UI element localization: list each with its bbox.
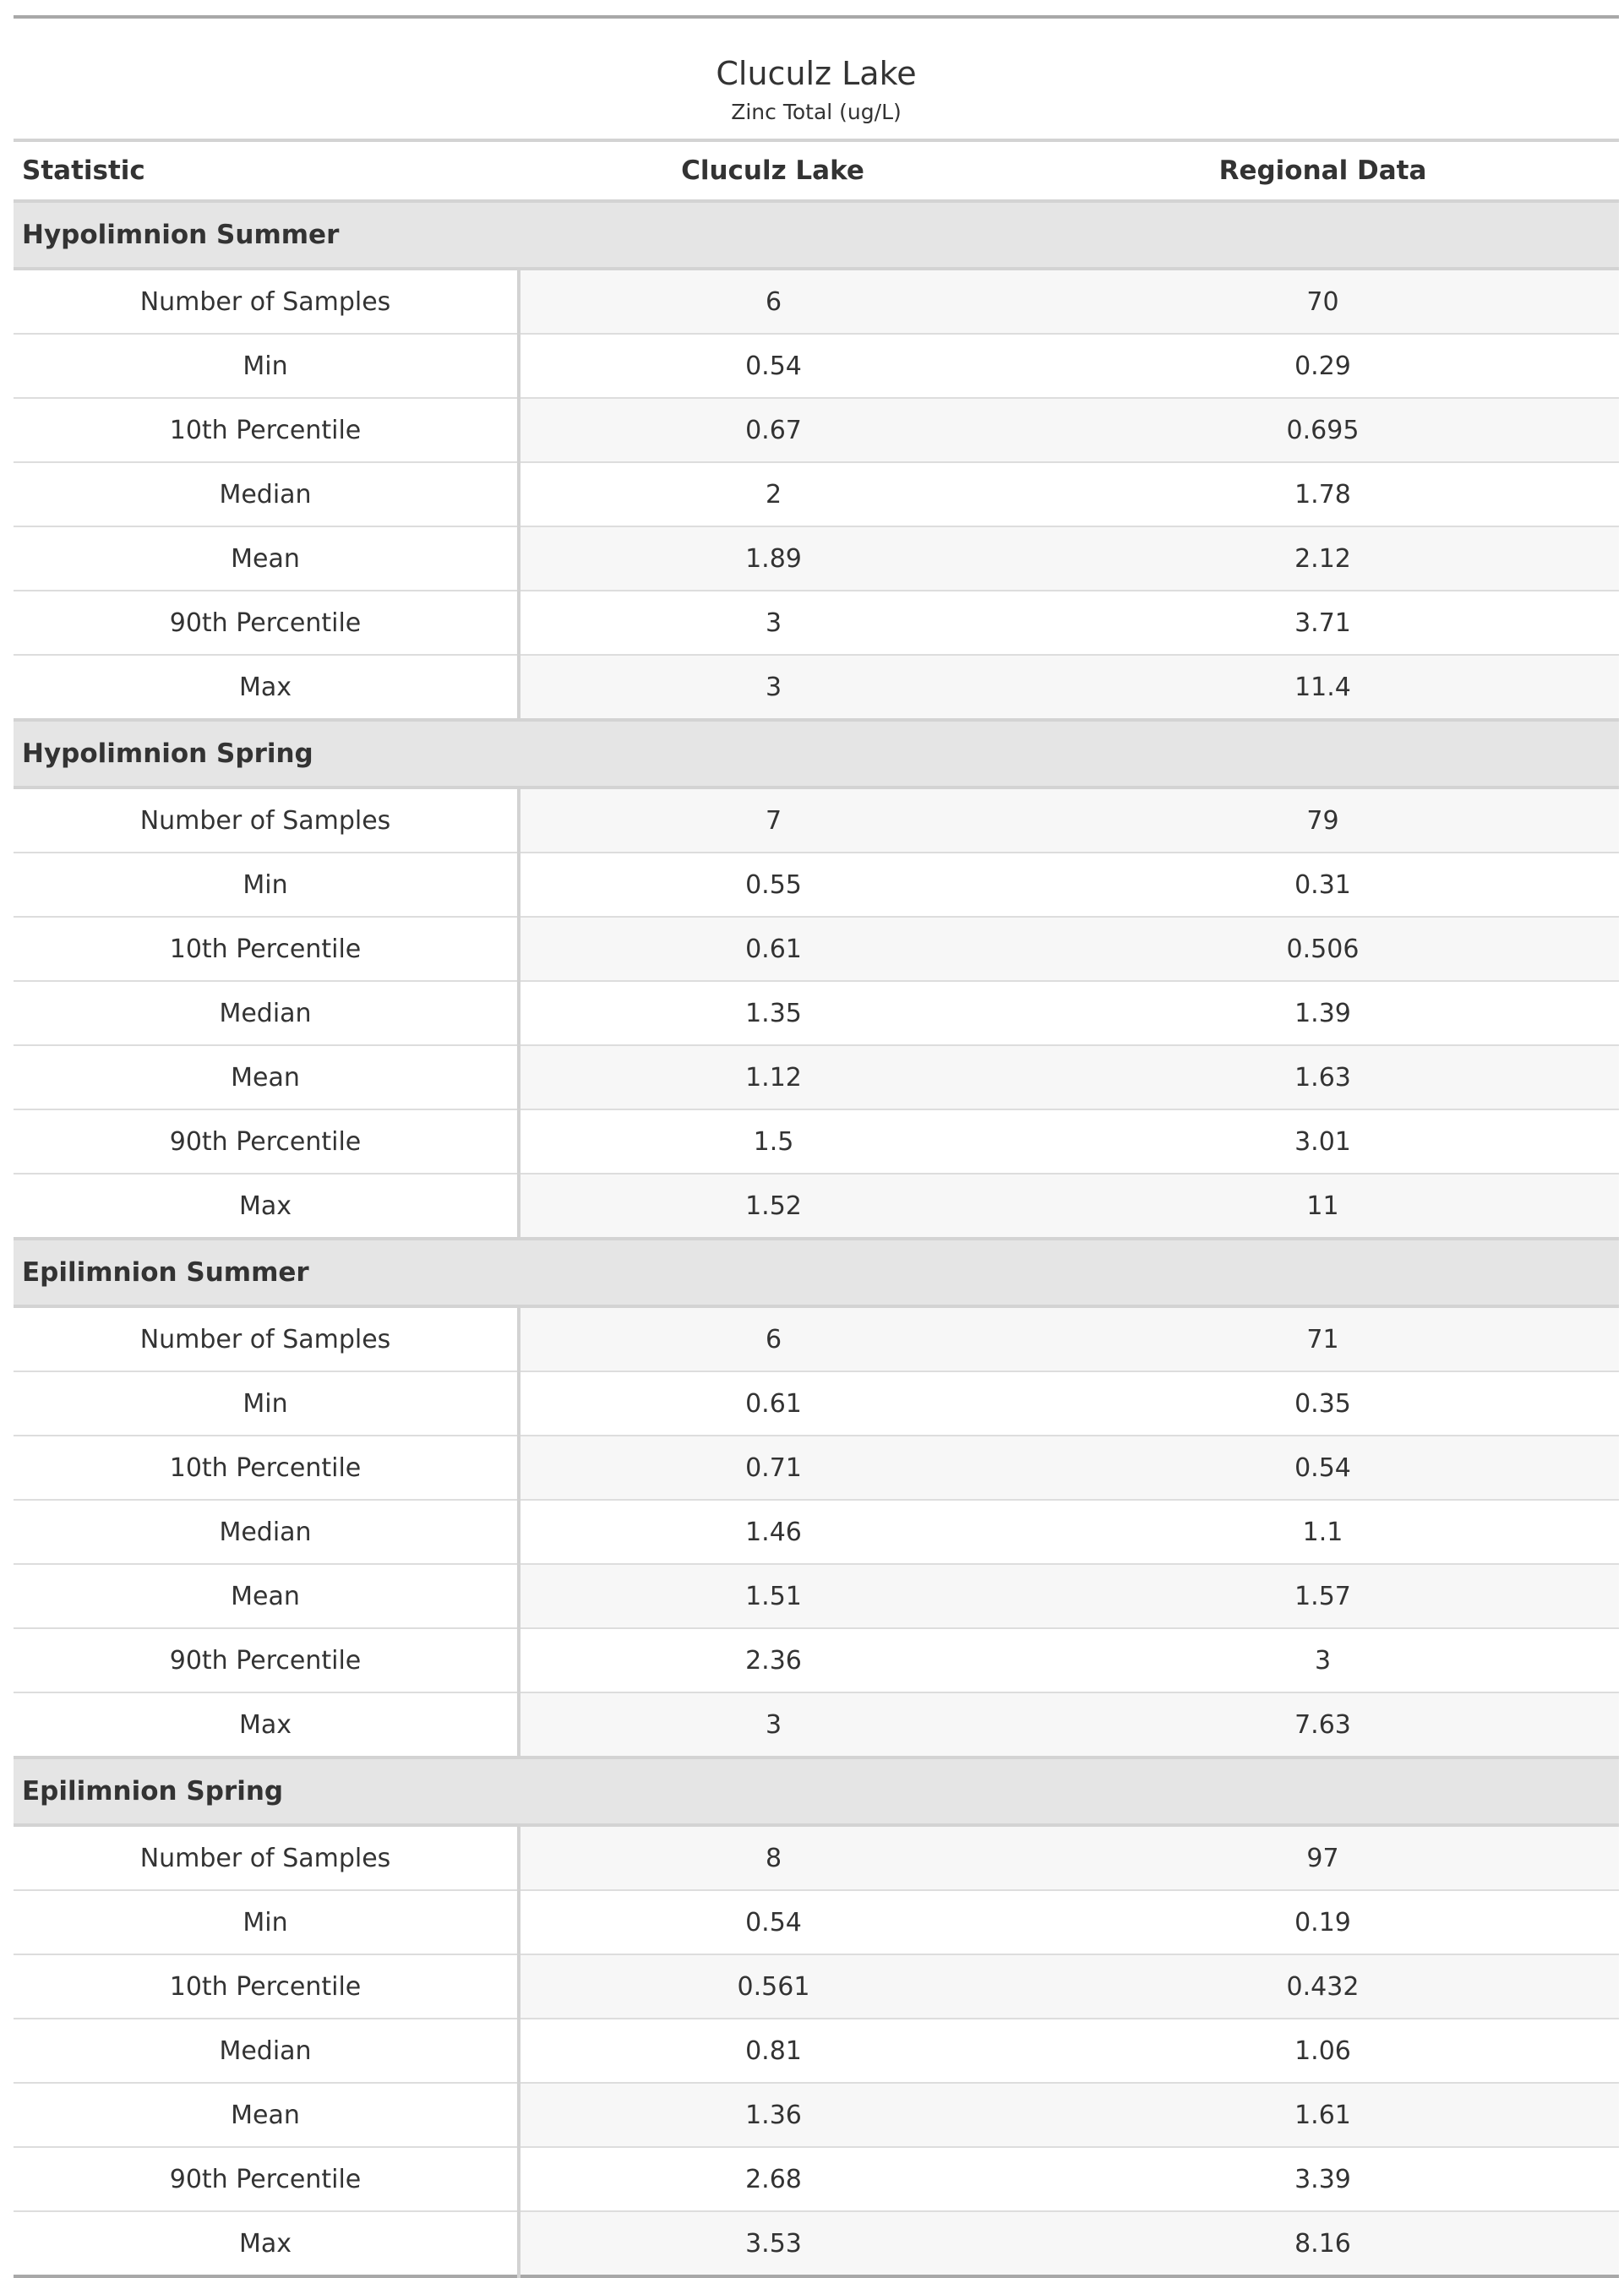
- lake-value-cell: 3.53: [519, 2211, 1027, 2276]
- regional-value-cell: 71: [1027, 1306, 1619, 1371]
- table-row: [14, 1500, 1619, 1564]
- regional-value-cell: 3: [1027, 1628, 1619, 1692]
- statistic-cell: Min: [14, 853, 519, 917]
- table-row: [14, 334, 1619, 398]
- table-header: [14, 17, 1619, 201]
- table-subtitle: Zinc Total (ug/L): [14, 98, 1619, 140]
- statistic-cell: Max: [14, 655, 519, 720]
- summary-table: [14, 15, 1619, 2278]
- statistic-cell: 90th Percentile: [14, 2147, 519, 2211]
- lake-value-cell: 3: [519, 655, 1027, 720]
- table-row: [14, 981, 1619, 1045]
- regional-value-cell: 0.35: [1027, 1371, 1619, 1436]
- table-row: [14, 1109, 1619, 1174]
- regional-value-cell: 8.16: [1027, 2211, 1619, 2276]
- group-label: Hypolimnion Summer: [14, 201, 1619, 269]
- statistic-cell: Mean: [14, 526, 519, 591]
- table-row: [14, 1174, 1619, 1239]
- lake-value-cell: 0.61: [519, 1371, 1027, 1436]
- lake-value-cell: 0.71: [519, 1436, 1027, 1500]
- statistic-cell: Max: [14, 1692, 519, 1758]
- column-header-row: [14, 140, 1619, 201]
- statistic-cell: Number of Samples: [14, 1825, 519, 1890]
- regional-value-cell: 0.695: [1027, 398, 1619, 462]
- lake-value-cell: 1.89: [519, 526, 1027, 591]
- statistic-cell: Max: [14, 1174, 519, 1239]
- lake-value-cell: 8: [519, 1825, 1027, 1890]
- table-row: [14, 655, 1619, 720]
- lake-value-cell: 1.5: [519, 1109, 1027, 1174]
- regional-value-cell: 97: [1027, 1825, 1619, 1890]
- statistic-cell: 10th Percentile: [14, 1436, 519, 1500]
- table-row: [14, 2147, 1619, 2211]
- statistic-cell: Min: [14, 334, 519, 398]
- statistic-cell: Median: [14, 2019, 519, 2083]
- lake-value-cell: 1.46: [519, 1500, 1027, 1564]
- lake-value-cell: 3: [519, 1692, 1027, 1758]
- table-row: [14, 1045, 1619, 1109]
- regional-value-cell: 0.432: [1027, 1954, 1619, 2019]
- table-row: [14, 398, 1619, 462]
- regional-value-cell: 1.78: [1027, 462, 1619, 526]
- statistic-cell: 10th Percentile: [14, 398, 519, 462]
- statistic-cell: Max: [14, 2211, 519, 2276]
- table-row: [14, 269, 1619, 334]
- lake-value-cell: 1.51: [519, 1564, 1027, 1628]
- table-row: [14, 1954, 1619, 2019]
- regional-value-cell: 1.61: [1027, 2083, 1619, 2147]
- regional-value-cell: 0.19: [1027, 1890, 1619, 1954]
- table-row: [14, 1692, 1619, 1758]
- table-row: [14, 526, 1619, 591]
- column-header-lake: Cluculz Lake: [519, 140, 1027, 201]
- lake-value-cell: 7: [519, 787, 1027, 853]
- lake-value-cell: 2: [519, 462, 1027, 526]
- lake-value-cell: 6: [519, 1306, 1027, 1371]
- summary-table-container: [14, 15, 1619, 2278]
- group-row: [14, 720, 1619, 787]
- lake-value-cell: 6: [519, 269, 1027, 334]
- lake-value-cell: 0.54: [519, 334, 1027, 398]
- statistic-cell: Mean: [14, 2083, 519, 2147]
- table-row: [14, 1306, 1619, 1371]
- column-header-statistic: Statistic: [14, 140, 519, 201]
- group-row: [14, 1239, 1619, 1306]
- lake-value-cell: 2.68: [519, 2147, 1027, 2211]
- regional-value-cell: 0.506: [1027, 917, 1619, 981]
- table-row: [14, 1436, 1619, 1500]
- statistic-cell: 90th Percentile: [14, 1109, 519, 1174]
- table-row: [14, 462, 1619, 526]
- lake-value-cell: 1.12: [519, 1045, 1027, 1109]
- lake-value-cell: 1.52: [519, 1174, 1027, 1239]
- statistic-cell: Min: [14, 1890, 519, 1954]
- regional-value-cell: 0.31: [1027, 853, 1619, 917]
- table-row: [14, 2083, 1619, 2147]
- group-row: [14, 1758, 1619, 1825]
- regional-value-cell: 1.06: [1027, 2019, 1619, 2083]
- statistic-cell: Median: [14, 981, 519, 1045]
- table-row: [14, 853, 1619, 917]
- lake-value-cell: 1.35: [519, 981, 1027, 1045]
- group-label: Epilimnion Spring: [14, 1758, 1619, 1825]
- statistic-cell: Median: [14, 462, 519, 526]
- lake-value-cell: 0.54: [519, 1890, 1027, 1954]
- group-label: Hypolimnion Spring: [14, 720, 1619, 787]
- regional-value-cell: 1.57: [1027, 1564, 1619, 1628]
- regional-value-cell: 0.29: [1027, 334, 1619, 398]
- subtitle-row: [14, 98, 1619, 140]
- regional-value-cell: 3.71: [1027, 591, 1619, 655]
- regional-value-cell: 1.39: [1027, 981, 1619, 1045]
- group-row: [14, 201, 1619, 269]
- lake-value-cell: 0.561: [519, 1954, 1027, 2019]
- regional-value-cell: 79: [1027, 787, 1619, 853]
- lake-value-cell: 0.55: [519, 853, 1027, 917]
- table-row: [14, 917, 1619, 981]
- table-row: [14, 1371, 1619, 1436]
- regional-value-cell: 70: [1027, 269, 1619, 334]
- lake-value-cell: 0.67: [519, 398, 1027, 462]
- statistic-cell: Number of Samples: [14, 269, 519, 334]
- table-row: [14, 1564, 1619, 1628]
- table-title: Cluculz Lake: [716, 55, 917, 92]
- lake-value-cell: 2.36: [519, 1628, 1027, 1692]
- regional-value-cell: 1.1: [1027, 1500, 1619, 1564]
- regional-value-cell: 2.12: [1027, 526, 1619, 591]
- statistic-cell: 90th Percentile: [14, 591, 519, 655]
- group-label: Epilimnion Summer: [14, 1239, 1619, 1306]
- table-row: [14, 1890, 1619, 1954]
- table-row: [14, 591, 1619, 655]
- regional-value-cell: 1.63: [1027, 1045, 1619, 1109]
- statistic-cell: Number of Samples: [14, 787, 519, 853]
- regional-value-cell: 11: [1027, 1174, 1619, 1239]
- statistic-cell: Number of Samples: [14, 1306, 519, 1371]
- statistic-cell: 10th Percentile: [14, 1954, 519, 2019]
- table-row: [14, 1628, 1619, 1692]
- table-row: [14, 787, 1619, 853]
- regional-value-cell: 3.39: [1027, 2147, 1619, 2211]
- statistic-cell: 10th Percentile: [14, 917, 519, 981]
- statistic-cell: Median: [14, 1500, 519, 1564]
- regional-value-cell: 0.54: [1027, 1436, 1619, 1500]
- lake-value-cell: 0.81: [519, 2019, 1027, 2083]
- regional-value-cell: 7.63: [1027, 1692, 1619, 1758]
- statistic-cell: 90th Percentile: [14, 1628, 519, 1692]
- lake-value-cell: 0.61: [519, 917, 1027, 981]
- statistic-cell: Min: [14, 1371, 519, 1436]
- table-row: [14, 2019, 1619, 2083]
- table-row: [14, 2211, 1619, 2276]
- statistic-cell: Mean: [14, 1564, 519, 1628]
- statistic-cell: Mean: [14, 1045, 519, 1109]
- regional-value-cell: 3.01: [1027, 1109, 1619, 1174]
- table-row: [14, 1825, 1619, 1890]
- lake-value-cell: 3: [519, 591, 1027, 655]
- title-row: [14, 17, 1619, 98]
- lake-value-cell: 1.36: [519, 2083, 1027, 2147]
- column-header-regional: Regional Data: [1027, 140, 1619, 201]
- table-body: [14, 201, 1619, 2276]
- regional-value-cell: 11.4: [1027, 655, 1619, 720]
